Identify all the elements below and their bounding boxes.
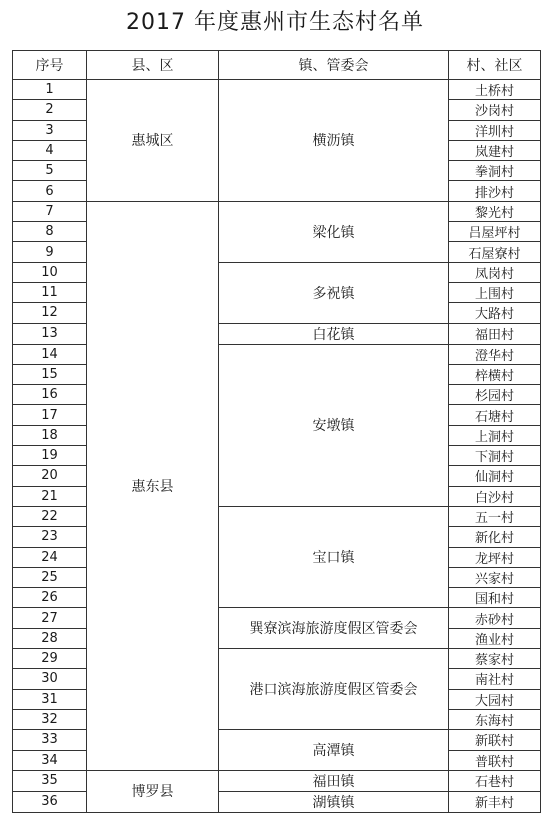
village-cell: 新化村: [449, 527, 541, 547]
village-cell: 五一村: [449, 506, 541, 526]
serial-cell: 13: [13, 323, 87, 344]
serial-cell: 33: [13, 730, 87, 750]
serial-cell: 34: [13, 750, 87, 770]
village-cell: 吕屋坪村: [449, 222, 541, 242]
serial-cell: 17: [13, 405, 87, 425]
serial-cell: 4: [13, 140, 87, 160]
village-cell: 国和村: [449, 588, 541, 608]
serial-cell: 32: [13, 709, 87, 729]
serial-cell: 10: [13, 262, 87, 282]
serial-cell: 20: [13, 466, 87, 486]
town-cell: 白花镇: [219, 323, 449, 344]
table-row: [13, 80, 541, 100]
town-cell: 福田镇: [219, 770, 449, 791]
village-cell: 普联村: [449, 750, 541, 770]
serial-cell: 28: [13, 628, 87, 648]
town-cell: 安墩镇: [219, 344, 449, 506]
village-cell: 渔业村: [449, 628, 541, 648]
town-cell: 宝口镇: [219, 506, 449, 607]
serial-cell: 12: [13, 303, 87, 323]
serial-cell: 2: [13, 100, 87, 120]
village-cell: 石塘村: [449, 405, 541, 425]
town-cell: 湖镇镇: [219, 791, 449, 812]
serial-cell: 30: [13, 669, 87, 689]
serial-cell: 22: [13, 506, 87, 526]
document-title: 2017 年度惠州市生态村名单: [126, 10, 424, 35]
village-cell: 洋圳村: [449, 120, 541, 140]
header-county: 县、区: [87, 51, 219, 80]
village-table: [12, 50, 541, 813]
serial-cell: 31: [13, 689, 87, 709]
village-cell: 上围村: [449, 282, 541, 302]
header-serial: 序号: [13, 51, 87, 80]
serial-cell: 27: [13, 608, 87, 628]
county-cell: 博罗县: [87, 770, 219, 812]
serial-cell: 7: [13, 201, 87, 221]
village-cell: 大园村: [449, 689, 541, 709]
table-row: [13, 770, 541, 791]
village-cell: 大路村: [449, 303, 541, 323]
village-cell: 凤岗村: [449, 262, 541, 282]
village-cell: 排沙村: [449, 181, 541, 201]
serial-cell: 25: [13, 567, 87, 587]
serial-cell: 36: [13, 791, 87, 812]
serial-cell: 23: [13, 527, 87, 547]
village-cell: 赤砂村: [449, 608, 541, 628]
serial-cell: 9: [13, 242, 87, 262]
serial-cell: 6: [13, 181, 87, 201]
serial-cell: 3: [13, 120, 87, 140]
town-cell: 多祝镇: [219, 262, 449, 323]
village-cell: 黎光村: [449, 201, 541, 221]
county-cell: 惠东县: [87, 201, 219, 770]
serial-cell: 26: [13, 588, 87, 608]
serial-cell: 35: [13, 770, 87, 791]
serial-cell: 1: [13, 80, 87, 100]
serial-cell: 24: [13, 547, 87, 567]
serial-cell: 5: [13, 161, 87, 181]
village-cell: 蔡家村: [449, 649, 541, 669]
village-cell: 东海村: [449, 709, 541, 729]
village-cell: 石巷村: [449, 770, 541, 791]
serial-cell: 21: [13, 486, 87, 506]
village-cell: 杉园村: [449, 385, 541, 405]
town-cell: 高潭镇: [219, 730, 449, 771]
town-cell: 港口滨海旅游度假区管委会: [219, 649, 449, 730]
village-cell: 仙洞村: [449, 466, 541, 486]
village-cell: 兴家村: [449, 567, 541, 587]
village-cell: 土桥村: [449, 80, 541, 100]
village-cell: 白沙村: [449, 486, 541, 506]
village-cell: 澄华村: [449, 344, 541, 364]
town-cell: 横沥镇: [219, 80, 449, 202]
village-cell: 新丰村: [449, 791, 541, 812]
village-cell: 福田村: [449, 323, 541, 344]
header-village: 村、社区: [449, 51, 541, 80]
village-cell: 梓横村: [449, 364, 541, 384]
header-town: 镇、管委会: [219, 51, 449, 80]
town-cell: 巽寮滨海旅游度假区管委会: [219, 608, 449, 649]
village-cell: 石屋寮村: [449, 242, 541, 262]
serial-cell: 19: [13, 446, 87, 466]
village-cell: 南社村: [449, 669, 541, 689]
village-cell: 岚建村: [449, 140, 541, 160]
serial-cell: 15: [13, 364, 87, 384]
table-header-row: [13, 51, 541, 80]
village-cell: 上洞村: [449, 425, 541, 445]
town-cell: 梁化镇: [219, 201, 449, 262]
serial-cell: 16: [13, 385, 87, 405]
serial-cell: 11: [13, 282, 87, 302]
village-cell: 拳洞村: [449, 161, 541, 181]
serial-cell: 14: [13, 344, 87, 364]
village-cell: 龙坪村: [449, 547, 541, 567]
serial-cell: 8: [13, 222, 87, 242]
village-cell: 下洞村: [449, 446, 541, 466]
table-row: [13, 201, 541, 221]
serial-cell: 29: [13, 649, 87, 669]
village-cell: 新联村: [449, 730, 541, 750]
village-cell: 沙岗村: [449, 100, 541, 120]
county-cell: 惠城区: [87, 80, 219, 202]
serial-cell: 18: [13, 425, 87, 445]
